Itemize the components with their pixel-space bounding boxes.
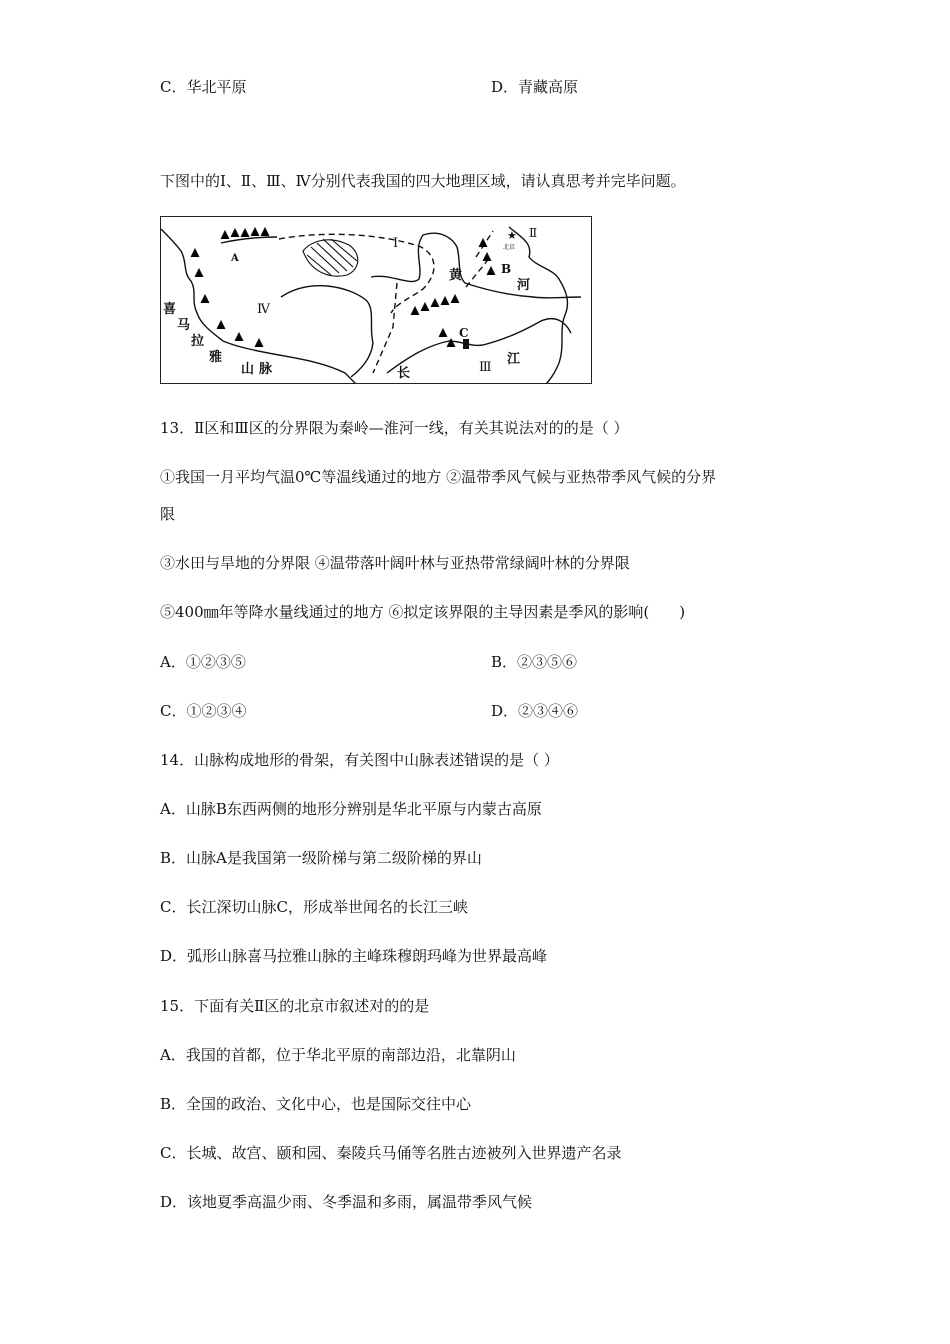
q13-statement-2: ③水田与旱地的分界限 ④温带落叶阔叶林与亚热带常绿阔叶林的分界限 [160,554,630,572]
region-label-1: Ⅰ [393,236,399,251]
q13-statement-3: ⑤400㎜年等降水量线通过的地方 ⑥拟定该界限的主导因素是季风的影响( ) [160,603,686,621]
himalaya-char-6: 脉 [259,362,273,377]
region-map [160,216,592,384]
mountain-label-a: A [231,253,239,264]
q14-option-a: A．山脉B东西两侧的地形分辨别是华北平原与内蒙古高原 [160,800,542,818]
q14-option-d: D．弧形山脉喜马拉雅山脉的主峰珠穆朗玛峰为世界最高峰 [160,947,548,965]
mountain-label-b: B [501,262,512,276]
himalaya-char-3: 拉 [191,334,205,349]
himalaya-char-4: 雅 [209,350,223,365]
huang-he-char-2: 河 [517,278,531,293]
beijing-star-icon: ★ [507,229,517,242]
q15-option-c: C．长城、故宫、颐和园、秦陵兵马俑等名胜古迹被列入世界遗产名录 [160,1144,622,1162]
q13-statement-1a: ①我国一月平均气温0℃等温线通过的地方 ②温带季风气候与亚热带季风气候的分界 [160,468,717,486]
region-label-4: Ⅳ [257,302,270,317]
region-label-3: Ⅲ [479,360,492,375]
q13-option-a: A．①②③⑤ [160,653,246,671]
himalaya-char-2: 马 [177,318,191,333]
q14-option-c: C．长江深切山脉C，形成举世闻名的长江三峡 [160,898,468,916]
intro-text: 下图中的Ⅰ、Ⅱ、Ⅲ、Ⅳ分别代表我国的四大地理区域，请认真思考并完毕问题。 [160,172,686,190]
himalaya-char-1: 喜 [163,302,177,317]
q13-statement-1b: 限 [160,505,176,523]
q13-option-b: B．②③⑤⑥ [491,653,578,671]
q14-stem: 14．山脉构成地形的骨架，有关图中山脉表述错误的是（ ） [160,751,559,769]
q15-option-b: B．全国的政治、文化中心，也是国际交往中心 [160,1095,472,1113]
q15-stem: 15．下面有关Ⅱ区的北京市叙述对的的是 [160,997,430,1015]
huang-he-char-1: 黄 [449,268,463,283]
option-c-prev: C．华北平原 [160,78,247,96]
q15-option-a: A．我国的首都，位于华北平原的南部边沿，北靠阴山 [160,1046,516,1064]
region-label-2: Ⅱ [529,226,538,240]
chang-jiang-char-1: 长 [397,366,411,381]
mountain-label-c: C [459,326,469,340]
option-d-prev: D．青藏高原 [491,78,579,96]
q13-option-d: D．②③④⑥ [491,702,579,720]
chang-jiang-char-2: 江 [507,352,521,367]
himalaya-char-5: 山 [241,362,255,377]
q15-option-d: D．该地夏季高温少雨、冬季温和多雨，属温带季风气候 [160,1193,533,1211]
q14-option-b: B．山脉A是我国第一级阶梯与第二级阶梯的界山 [160,849,482,867]
q13-option-c: C．①②③④ [160,702,247,720]
q13-stem: 13．Ⅱ区和Ⅲ区的分界限为秦岭—淮河一线，有关其说法对的的是（ ） [160,419,629,437]
beijing-label: 北京 [503,244,516,251]
